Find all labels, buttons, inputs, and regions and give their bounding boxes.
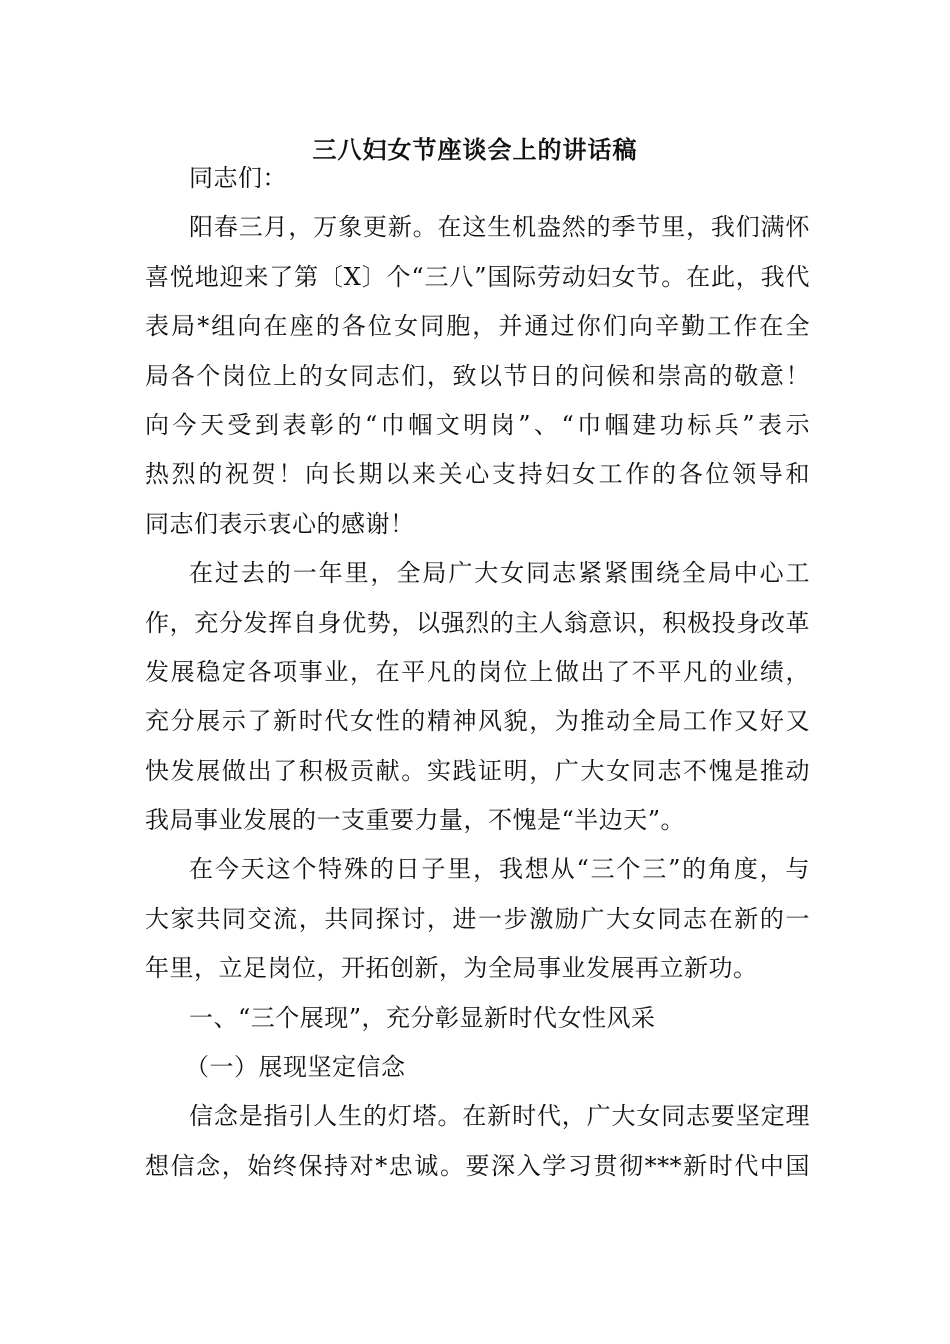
paragraph-line: 阳春三月，万象更新。在这生机盎然的季节里，我们满怀 <box>189 213 810 242</box>
paragraph-line: 信念是指引人生的灯塔。在新时代，广大女同志要坚定理 <box>189 1102 810 1131</box>
paragraph <box>145 203 810 549</box>
paragraph-line: 向今天受到表彰的“巾帼文明岗”、“巾帼建功标兵”表示 <box>145 410 810 439</box>
document-body <box>145 154 810 1191</box>
paragraph-line: 在今天这个特殊的日子里，我想从“三个三”的角度，与 <box>189 855 810 884</box>
paragraph-line: 年里，立足岗位，开拓创新，为全局事业发展再立新功。 <box>145 954 758 983</box>
paragraph-line: 发展稳定各项事业，在平凡的岗位上做出了不平凡的业绩， <box>145 657 810 686</box>
paragraph-line: 我局事业发展的一支重要力量，不愧是“半边天”。 <box>145 806 686 835</box>
paragraph-line: 热烈的祝贺！向长期以来关心支持妇女工作的各位领导和 <box>145 460 810 489</box>
paragraph <box>145 845 810 993</box>
paragraph-line: 表局*组向在座的各位女同胞，并通过你们向辛勤工作在全 <box>145 312 810 341</box>
paragraph-line: 作，充分发挥自身优势，以强烈的主人翁意识，积极投身改革 <box>145 608 810 637</box>
document-title: 三八妇女节座谈会上的讲话稿 <box>312 135 638 164</box>
paragraph-line: 局各个岗位上的女同志们，致以节日的问候和崇高的敬意！ <box>145 361 810 390</box>
subsection-heading: （一）展现坚定信念 <box>185 1053 406 1082</box>
paragraph-line: 喜悦地迎来了第〔X〕个“三八”国际劳动妇女节。在此，我代 <box>145 262 810 291</box>
paragraph-line: 想信念，始终保持对*忠诚。要深入学习贯彻***新时代中国 <box>145 1151 810 1180</box>
paragraph-line: 充分展示了新时代女性的精神风貌，为推动全局工作又好又 <box>145 707 810 736</box>
section-heading: 一、“三个展现”，充分彰显新时代女性风采 <box>189 1003 656 1032</box>
paragraph-line: 在过去的一年里，全局广大女同志紧紧围绕全局中心工 <box>189 559 810 588</box>
paragraph <box>145 549 810 845</box>
salutation: 同志们： <box>189 164 287 192</box>
paragraph <box>145 1092 810 1191</box>
paragraph-line: 大家共同交流，共同探讨，进一步激励广大女同志在新的一 <box>145 904 810 933</box>
paragraph-line: 同志们表示衷心的感谢！ <box>145 509 415 538</box>
paragraph-line: 快发展做出了积极贡献。实践证明，广大女同志不愧是推动 <box>145 756 810 785</box>
